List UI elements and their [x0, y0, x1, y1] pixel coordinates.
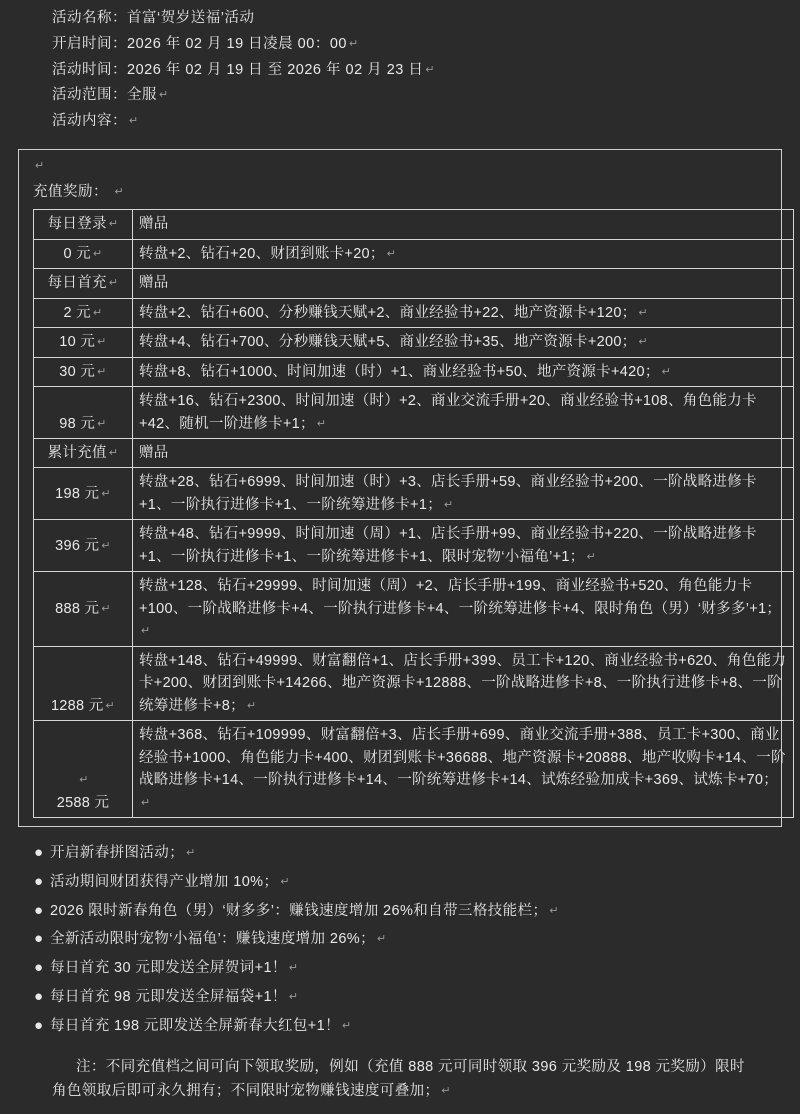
paragraph-mark-icon: ↵	[35, 159, 45, 172]
paragraph-mark-icon: ↵	[425, 63, 435, 76]
list-item-label: 活动期间财团获得产业增加 10%；	[50, 873, 279, 890]
list-item-label: 每日首充 198 元即发送全屏新春大红包+1！	[50, 1017, 340, 1034]
reward-text: 赠品	[139, 275, 169, 292]
footnote-text: 注：不同充值档之间可向下领取奖励，例如（充值 888 元可同时领取 396 元奖励及 198 元奖励）限时角色领取后即可永久拥有；不同限时宠物赚钱速度可叠加；	[52, 1059, 745, 1100]
reward-cell	[133, 357, 794, 386]
bullet-dot-icon: ●	[34, 930, 44, 948]
bullet-dot-icon: ●	[34, 1016, 44, 1034]
paragraph-mark-icon: ↵	[316, 417, 327, 430]
paragraph-mark-icon: ↵	[105, 699, 116, 712]
table-row	[34, 439, 794, 468]
list-item	[34, 868, 800, 897]
tier-cell	[34, 520, 133, 572]
tier-cell	[34, 239, 133, 268]
table-row	[34, 721, 794, 818]
header-label: 活动时间：	[52, 61, 127, 78]
table-row	[34, 572, 794, 646]
paragraph-mark-icon: ↵	[288, 990, 299, 1003]
reward-cell	[133, 298, 794, 327]
paragraph-mark-icon: ↵	[101, 602, 111, 615]
header-value: 2026 年 02 月 19 日凌晨 00：00	[127, 35, 347, 52]
paragraph-mark-icon: ↵	[97, 365, 107, 378]
paragraph-mark-icon: ↵	[280, 875, 290, 888]
tier-label: 0 元	[63, 245, 91, 262]
tier-cell	[34, 210, 133, 239]
reward-cell	[133, 721, 794, 818]
reward-cell	[133, 572, 794, 646]
header-line-start-time	[0, 32, 800, 58]
paragraph-mark-icon: ↵	[92, 247, 103, 260]
tier-cell	[34, 721, 133, 818]
tier-cell	[34, 572, 133, 646]
reward-text: 转盘+28、钻石+6999、时间加速（时）+3、店长手册+59、商业经验书+200、一阶战略进修卡+1、一阶执行进修卡+1、一阶统筹进修卡+1；	[139, 474, 757, 513]
paragraph-mark-icon: ↵	[114, 185, 125, 198]
paragraph-mark-icon: ↵	[101, 539, 111, 552]
tier-label: 1288 元	[50, 697, 104, 714]
reward-text: 转盘+368、钻石+109999、财富翻倍+3、店长手册+699、商业交流手册+388、员工卡+300、商业经验书+1000、角色能力卡+400、财团到账卡+36688、地产资源卡+20888、地产收购卡+14、一阶战略进修卡+14、一阶执行进修卡+14、一阶统筹进修卡+14、试炼经验加成卡+369、试炼卡+70；	[139, 727, 786, 789]
footnote	[52, 1056, 748, 1104]
table-row	[34, 269, 794, 298]
paragraph-mark-icon: ↵	[92, 306, 103, 319]
header-value: 2026 年 02 月 19 日 至 2026 年 02 月 23 日	[127, 61, 424, 78]
paragraph-mark-icon: ↵	[159, 89, 169, 102]
paragraph-mark-icon: ↵	[638, 336, 649, 349]
header-line-duration	[0, 58, 800, 84]
list-item-label: 2026 限时新春角色（男）‘财多多’：赚钱速度增加 26%和自带三格技能栏；	[50, 902, 548, 919]
paragraph-mark-icon: ↵	[129, 115, 139, 127]
reward-cell	[133, 387, 794, 439]
reward-cell	[133, 520, 794, 572]
paragraph-mark-icon: ↵	[108, 218, 119, 231]
list-item-label: 开启新春拼图活动；	[50, 845, 185, 862]
paragraph-mark-icon: ↵	[549, 904, 559, 917]
bullet-dot-icon: ●	[34, 901, 44, 919]
paragraph-mark-icon: ↵	[246, 699, 257, 712]
paragraph-mark-icon: ↵	[108, 277, 119, 290]
list-item	[34, 1012, 800, 1041]
list-item-label: 每日首充 98 元即发送全屏福袋+1！	[50, 988, 287, 1005]
header-value: 全服	[127, 87, 157, 104]
reward-cell	[133, 439, 794, 468]
paragraph-mark-icon: ↵	[186, 847, 196, 860]
reward-text: 转盘+8、钻石+1000、时间加速（时）+1、商业经验书+50、地产资源卡+420；	[139, 363, 660, 380]
paragraph-mark-icon: ↵	[79, 774, 89, 787]
table-row	[34, 520, 794, 572]
feature-bullet-list	[0, 839, 800, 1040]
header-line-scope	[0, 83, 800, 109]
header-label: 活动名称：	[52, 10, 127, 26]
paragraph-mark-icon: ↵	[348, 37, 359, 50]
header-label: 活动范围：	[52, 87, 127, 104]
reward-cell	[133, 239, 794, 268]
tier-label: 888 元	[55, 600, 100, 617]
tier-cell	[34, 646, 133, 720]
tier-label: 396 元	[55, 537, 100, 554]
table-row	[34, 298, 794, 327]
reward-text: 转盘+16、钻石+2300、时间加速（时）+2、商业交流手册+20、商业经验书+108、角色能力卡+42、随机一阶进修卡+1；	[139, 393, 757, 432]
reward-cell	[133, 269, 794, 298]
table-row	[34, 357, 794, 386]
header-line-activity-name	[0, 6, 800, 32]
tier-cell	[34, 269, 133, 298]
paragraph-mark-icon: ↵	[586, 550, 597, 563]
activity-header	[0, 0, 800, 135]
paragraph-mark-icon: ↵	[441, 1085, 452, 1098]
tier-label: 2 元	[63, 304, 91, 321]
tier-cell	[34, 387, 133, 439]
paragraph-mark-icon: ↵	[386, 247, 397, 260]
header-label: 活动内容：	[52, 113, 127, 129]
table-row	[34, 646, 794, 720]
reward-text: 转盘+2、钻石+20、财团到账卡+20；	[139, 245, 385, 262]
reward-cell	[133, 468, 794, 520]
header-value: 首富‘贺岁送福’活动	[127, 10, 255, 26]
reward-cell	[133, 210, 794, 239]
reward-text: 转盘+128、钻石+29999、时间加速（周）+2、店长手册+199、商业经验书+520、角色能力卡+100、一阶战略进修卡+4、一阶执行进修卡+4、一阶统筹进修卡+4、限时角色（男）‘财多多’+1；	[139, 578, 782, 617]
paragraph-mark-icon: ↵	[377, 933, 387, 946]
tier-label: 10 元	[59, 334, 96, 351]
paragraph-mark-icon: ↵	[444, 498, 454, 511]
paragraph-mark-icon: ↵	[108, 447, 119, 459]
paragraph-mark-icon: ↵	[141, 625, 151, 638]
tier-label: 累计充值	[47, 445, 107, 461]
tier-cell	[34, 439, 133, 468]
bullet-dot-icon: ●	[34, 959, 44, 977]
reward-text: 转盘+148、钻石+49999、财富翻倍+1、店长手册+399、员工卡+120、商业经验书+620、角色能力卡+200、财团到账卡+14266、地产资源卡+12888、一阶战略进修卡+8、一阶执行进修卡+8、一阶统筹进修卡+8；	[139, 652, 787, 714]
table-row	[34, 468, 794, 520]
reward-text: 转盘+4、钻石+700、分秒赚钱天赋+5、商业经验书+35、地产资源卡+200；	[139, 334, 637, 351]
paragraph-mark-icon: ↵	[141, 796, 151, 809]
list-item	[34, 983, 800, 1012]
list-item	[34, 897, 800, 926]
header-label: 开启时间：	[52, 35, 127, 52]
reward-text: 转盘+2、钻石+600、分秒赚钱天赋+2、商业经验书+22、地产资源卡+120；	[139, 304, 637, 321]
reward-table	[33, 209, 794, 818]
reward-text: 转盘+48、钻石+9999、时间加速（周）+1、店长手册+99、商业经验书+220、一阶战略进修卡+1、一阶执行进修卡+1、一阶统筹进修卡+1、限时宠物‘小福龟’+1；	[139, 526, 757, 565]
tier-label: 每日登录	[47, 216, 107, 233]
tier-label: 30 元	[59, 363, 96, 380]
reward-table-container	[18, 149, 787, 827]
paragraph-mark-icon: ↵	[638, 306, 649, 319]
paragraph-mark-icon: ↵	[101, 487, 111, 500]
paragraph-mark-icon: ↵	[341, 1019, 352, 1032]
tier-label: 每日首充	[47, 275, 107, 292]
list-item	[34, 954, 800, 983]
recharge-reward-title	[23, 180, 777, 208]
table-row	[34, 239, 794, 268]
tier-cell	[34, 468, 133, 520]
bullet-dot-icon: ●	[34, 844, 44, 862]
recharge-reward-title-text: 充值奖励：	[33, 183, 108, 200]
bullet-dot-icon: ●	[34, 987, 44, 1005]
table-lead-paragraph	[23, 156, 777, 180]
paragraph-mark-icon: ↵	[288, 962, 299, 975]
paragraph-mark-icon: ↵	[97, 336, 107, 349]
reward-cell	[133, 646, 794, 720]
paragraph-mark-icon: ↵	[661, 365, 672, 378]
reward-text: 赠品	[139, 216, 169, 233]
list-item	[34, 839, 800, 868]
table-row	[34, 328, 794, 357]
table-row	[34, 210, 794, 239]
header-line-content	[0, 109, 800, 135]
tier-label: 98 元	[59, 415, 96, 432]
reward-text: 赠品	[139, 445, 169, 461]
list-item	[34, 925, 800, 954]
tier-cell	[34, 328, 133, 357]
tier-cell	[34, 357, 133, 386]
tier-cell	[34, 298, 133, 327]
list-item-label: 全新活动限时宠物‘小福龟’：赚钱速度增加 26%；	[50, 931, 375, 948]
tier-label: 2588 元	[56, 794, 110, 811]
tier-label: 198 元	[55, 485, 100, 502]
table-row	[34, 387, 794, 439]
reward-cell	[133, 328, 794, 357]
list-item-label: 每日首充 30 元即发送全屏贺词+1！	[50, 960, 287, 977]
bullet-dot-icon: ●	[34, 872, 44, 890]
paragraph-mark-icon: ↵	[97, 417, 107, 430]
